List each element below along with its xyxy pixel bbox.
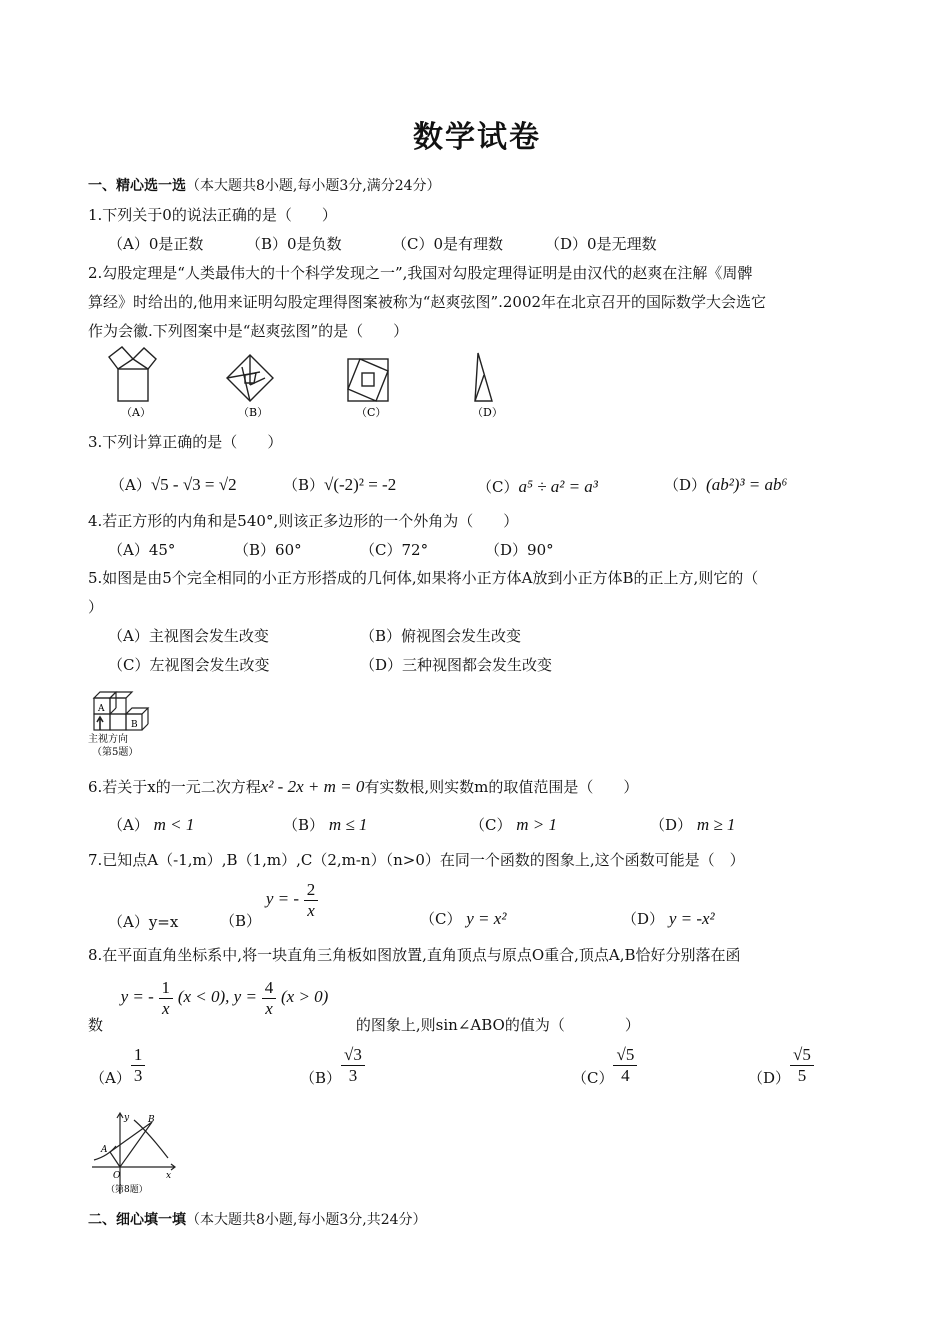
q8-c-fraction (613, 1045, 637, 1085)
q3-a-label: （A） (110, 476, 151, 494)
q8-f1-cond: (x < 0), y = (177, 987, 257, 1007)
q8-c-num: √5 (613, 1045, 637, 1066)
q5-fig-label-b: B (131, 720, 138, 730)
q3-d-label: （D） (664, 476, 707, 494)
q5-option-b: （B）俯视图会发生改变 (360, 627, 522, 645)
q3-d-expr: (ab²)³ = ab⁶ (706, 475, 788, 494)
q6-a-expr: m < 1 (153, 815, 195, 834)
q8-a-label: （A） (90, 1069, 131, 1088)
section1-heading (88, 178, 441, 195)
q3-option-d (664, 475, 787, 495)
figure-b (227, 355, 273, 401)
q1-stem: 1.下列关于0的说法正确的是（ ） (88, 206, 337, 224)
q6-option-b (283, 815, 367, 835)
q7-option-c (420, 909, 506, 929)
q7-c-expr: y = x² (466, 909, 507, 928)
q6-stem-pre: 6.若关于x的一元二次方程 (88, 778, 261, 796)
q8-f2-num: 4 (262, 978, 277, 999)
q3-a-expr: √5 - √3 = √2 (150, 475, 237, 494)
fig-cap-a: （A） (121, 406, 151, 419)
fig-cap-d: （D） (472, 406, 503, 419)
q3-option-a (110, 475, 237, 495)
q3-option-b (283, 475, 396, 495)
q8-a-fraction (131, 1045, 146, 1085)
q5-option-c: （C）左视图会发生改变 (108, 656, 270, 674)
section1-title: 一、精心选一选 (88, 178, 186, 194)
q8-a-num: 1 (131, 1045, 146, 1066)
q8-d-label: （D） (748, 1069, 791, 1088)
q8-b-fraction (341, 1045, 365, 1085)
q8-c-den: 4 (621, 1065, 630, 1085)
q6-d-expr: m ≥ 1 (696, 815, 736, 834)
q5-line1: 5.如图是由5个完全相同的小正方形搭成的几何体,如果将小正方体A放到小正方体B的正上方,则它的（ (88, 569, 759, 587)
q2-line1: 2.勾股定理是“人类最伟大的十个科学发现之一”,我国对勾股定理得证明是由汉代的赵爽在注解《周髀 (88, 264, 753, 282)
q8-post: 的图象上,则sin∠ABO的值为（ ） (355, 1016, 640, 1035)
q6-c-expr: m > 1 (516, 815, 558, 834)
fig-cap-c: （C） (356, 406, 387, 419)
q7-b-lhs: y = - (265, 889, 299, 909)
q7-b-label: （B） (220, 912, 262, 931)
q3-c-label: （C） (477, 478, 519, 496)
q8-d-fraction (790, 1045, 814, 1085)
q8-option-c (572, 1045, 637, 1087)
q3-stem: 3.下列计算正确的是（ ） (88, 433, 283, 451)
q7-d-expr: y = -x² (668, 909, 715, 928)
section1-note: （本大题共8小题,每小题3分,满分24分） (186, 178, 441, 194)
q3-c-expr: a⁵ ÷ a² = a³ (518, 477, 598, 496)
q6-b-label: （B） (283, 816, 325, 834)
q6-option-d (650, 815, 735, 835)
section2-heading (88, 1212, 427, 1229)
q1-option-c: （C）0是有理数 (392, 235, 504, 253)
q7-option-b (220, 880, 318, 930)
q8-fig-o: O (113, 1171, 121, 1181)
q5-option-d: （D）三种视图都会发生改变 (360, 656, 553, 674)
q5-option-a: （A）主视图会发生改变 (108, 627, 269, 645)
fig-cap-b: （B） (238, 406, 269, 419)
q6-c-label: （C） (470, 816, 512, 834)
q8-c-label: （C） (572, 1069, 614, 1088)
q5-fig-direction: 主视方向 (88, 734, 128, 745)
page-title: 数学试卷 (413, 120, 541, 155)
q4-option-c: （C）72° (360, 541, 429, 559)
q7-option-d (622, 909, 715, 929)
figure-a (109, 347, 156, 401)
q8-figure (88, 1110, 184, 1198)
q8-f1-fraction (159, 978, 174, 1018)
q8-f1-lhs: y = - (120, 987, 154, 1007)
q6-a-label: （A） (108, 816, 149, 834)
q2-figures (100, 345, 520, 420)
q8-option-d (748, 1045, 814, 1087)
q8-fig-y: y (124, 1113, 130, 1123)
q8-f2-cond: (x > 0) (281, 987, 329, 1007)
q8-option-a (90, 1045, 145, 1087)
q8-f1-num: 1 (159, 978, 174, 999)
q3-b-expr: √(-2)² = -2 (324, 475, 397, 494)
q8-b-den: 3 (348, 1065, 358, 1085)
q1-option-d: （D）0是无理数 (545, 235, 657, 253)
q8-fig-a: A (101, 1145, 108, 1155)
q7-b-fraction (304, 880, 319, 920)
q2-line2: 算经》时给出的,他用来证明勾股定理得图案被称为“赵爽弦图”.2002年在北京召开的国际数学大会选它 (88, 293, 767, 311)
figure-d (475, 353, 492, 401)
view-direction-arrow-icon (97, 717, 103, 730)
q6-stem (88, 777, 638, 797)
q5-fig-caption: （第5题） (92, 747, 139, 758)
q8-d-num: √5 (790, 1045, 814, 1066)
q4-option-d: （D）90° (485, 541, 554, 559)
q7-d-label: （D） (622, 910, 665, 928)
q6-b-expr: m ≤ 1 (328, 815, 368, 834)
q8-line1: 8.在平面直角坐标系中,将一块直角三角板如图放置,直角顶点与原点O重合,顶点A,B恰好分别落在函 (88, 946, 741, 964)
q7-stem: 7.已知点A（-1,m）,B（1,m）,C（2,m-n）（n>0）在同一个函数的图象上,这个函数可能是（ ） (88, 851, 745, 869)
q8-f2-den: x (265, 998, 273, 1018)
q7-option-a: （A）y=x (108, 913, 179, 931)
q7-b-den: x (307, 900, 315, 920)
q6-stem-post: 有实数根,则实数m的取值范围是（ ） (364, 778, 639, 796)
q1-option-b: （B）0是负数 (246, 235, 342, 253)
q7-c-label: （C） (420, 910, 462, 928)
q8-f2-fraction (262, 978, 277, 1018)
q6-d-label: （D） (650, 816, 693, 834)
q4-option-b: （B）60° (234, 541, 302, 559)
q8-option-b (300, 1045, 365, 1087)
q6-option-a (108, 815, 194, 835)
q2-line3: 作为会徽.下列图案中是“赵爽弦图”的是（ ） (88, 322, 409, 340)
q6-stem-expr: x² - 2x + m = 0 (260, 777, 365, 796)
figure-c (348, 359, 388, 401)
q8-fig-x: x (166, 1171, 172, 1181)
q8-a-den: 3 (133, 1065, 143, 1085)
section2-note: （本大题共8小题,每小题3分,共24分） (186, 1212, 427, 1228)
q8-b-num: √3 (341, 1045, 365, 1066)
q8-b-label: （B） (300, 1069, 342, 1088)
q1-option-a: （A）0是正数 (108, 235, 204, 253)
q4-stem: 4.若正方形的内角和是540°,则该正多边形的一个外角为（ ） (88, 512, 519, 530)
q8-pre: 数 (88, 1016, 104, 1035)
q8-line2 (88, 978, 640, 1034)
section2-title: 二、细心填一填 (88, 1212, 186, 1228)
q7-b-num: 2 (304, 880, 319, 901)
q5-line2: ） (88, 598, 104, 616)
q3-option-c (477, 477, 598, 497)
q5-fig-label-a: A (98, 704, 105, 714)
q8-d-den: 5 (797, 1065, 807, 1085)
q3-b-label: （B） (283, 476, 325, 494)
q4-option-a: （A）45° (108, 541, 176, 559)
q8-fig-caption: （第8题） (106, 1185, 148, 1195)
q8-fig-b: B (148, 1115, 155, 1125)
q6-option-c (470, 815, 557, 835)
q8-f1-den: x (162, 998, 170, 1018)
q5-figure (86, 682, 166, 760)
